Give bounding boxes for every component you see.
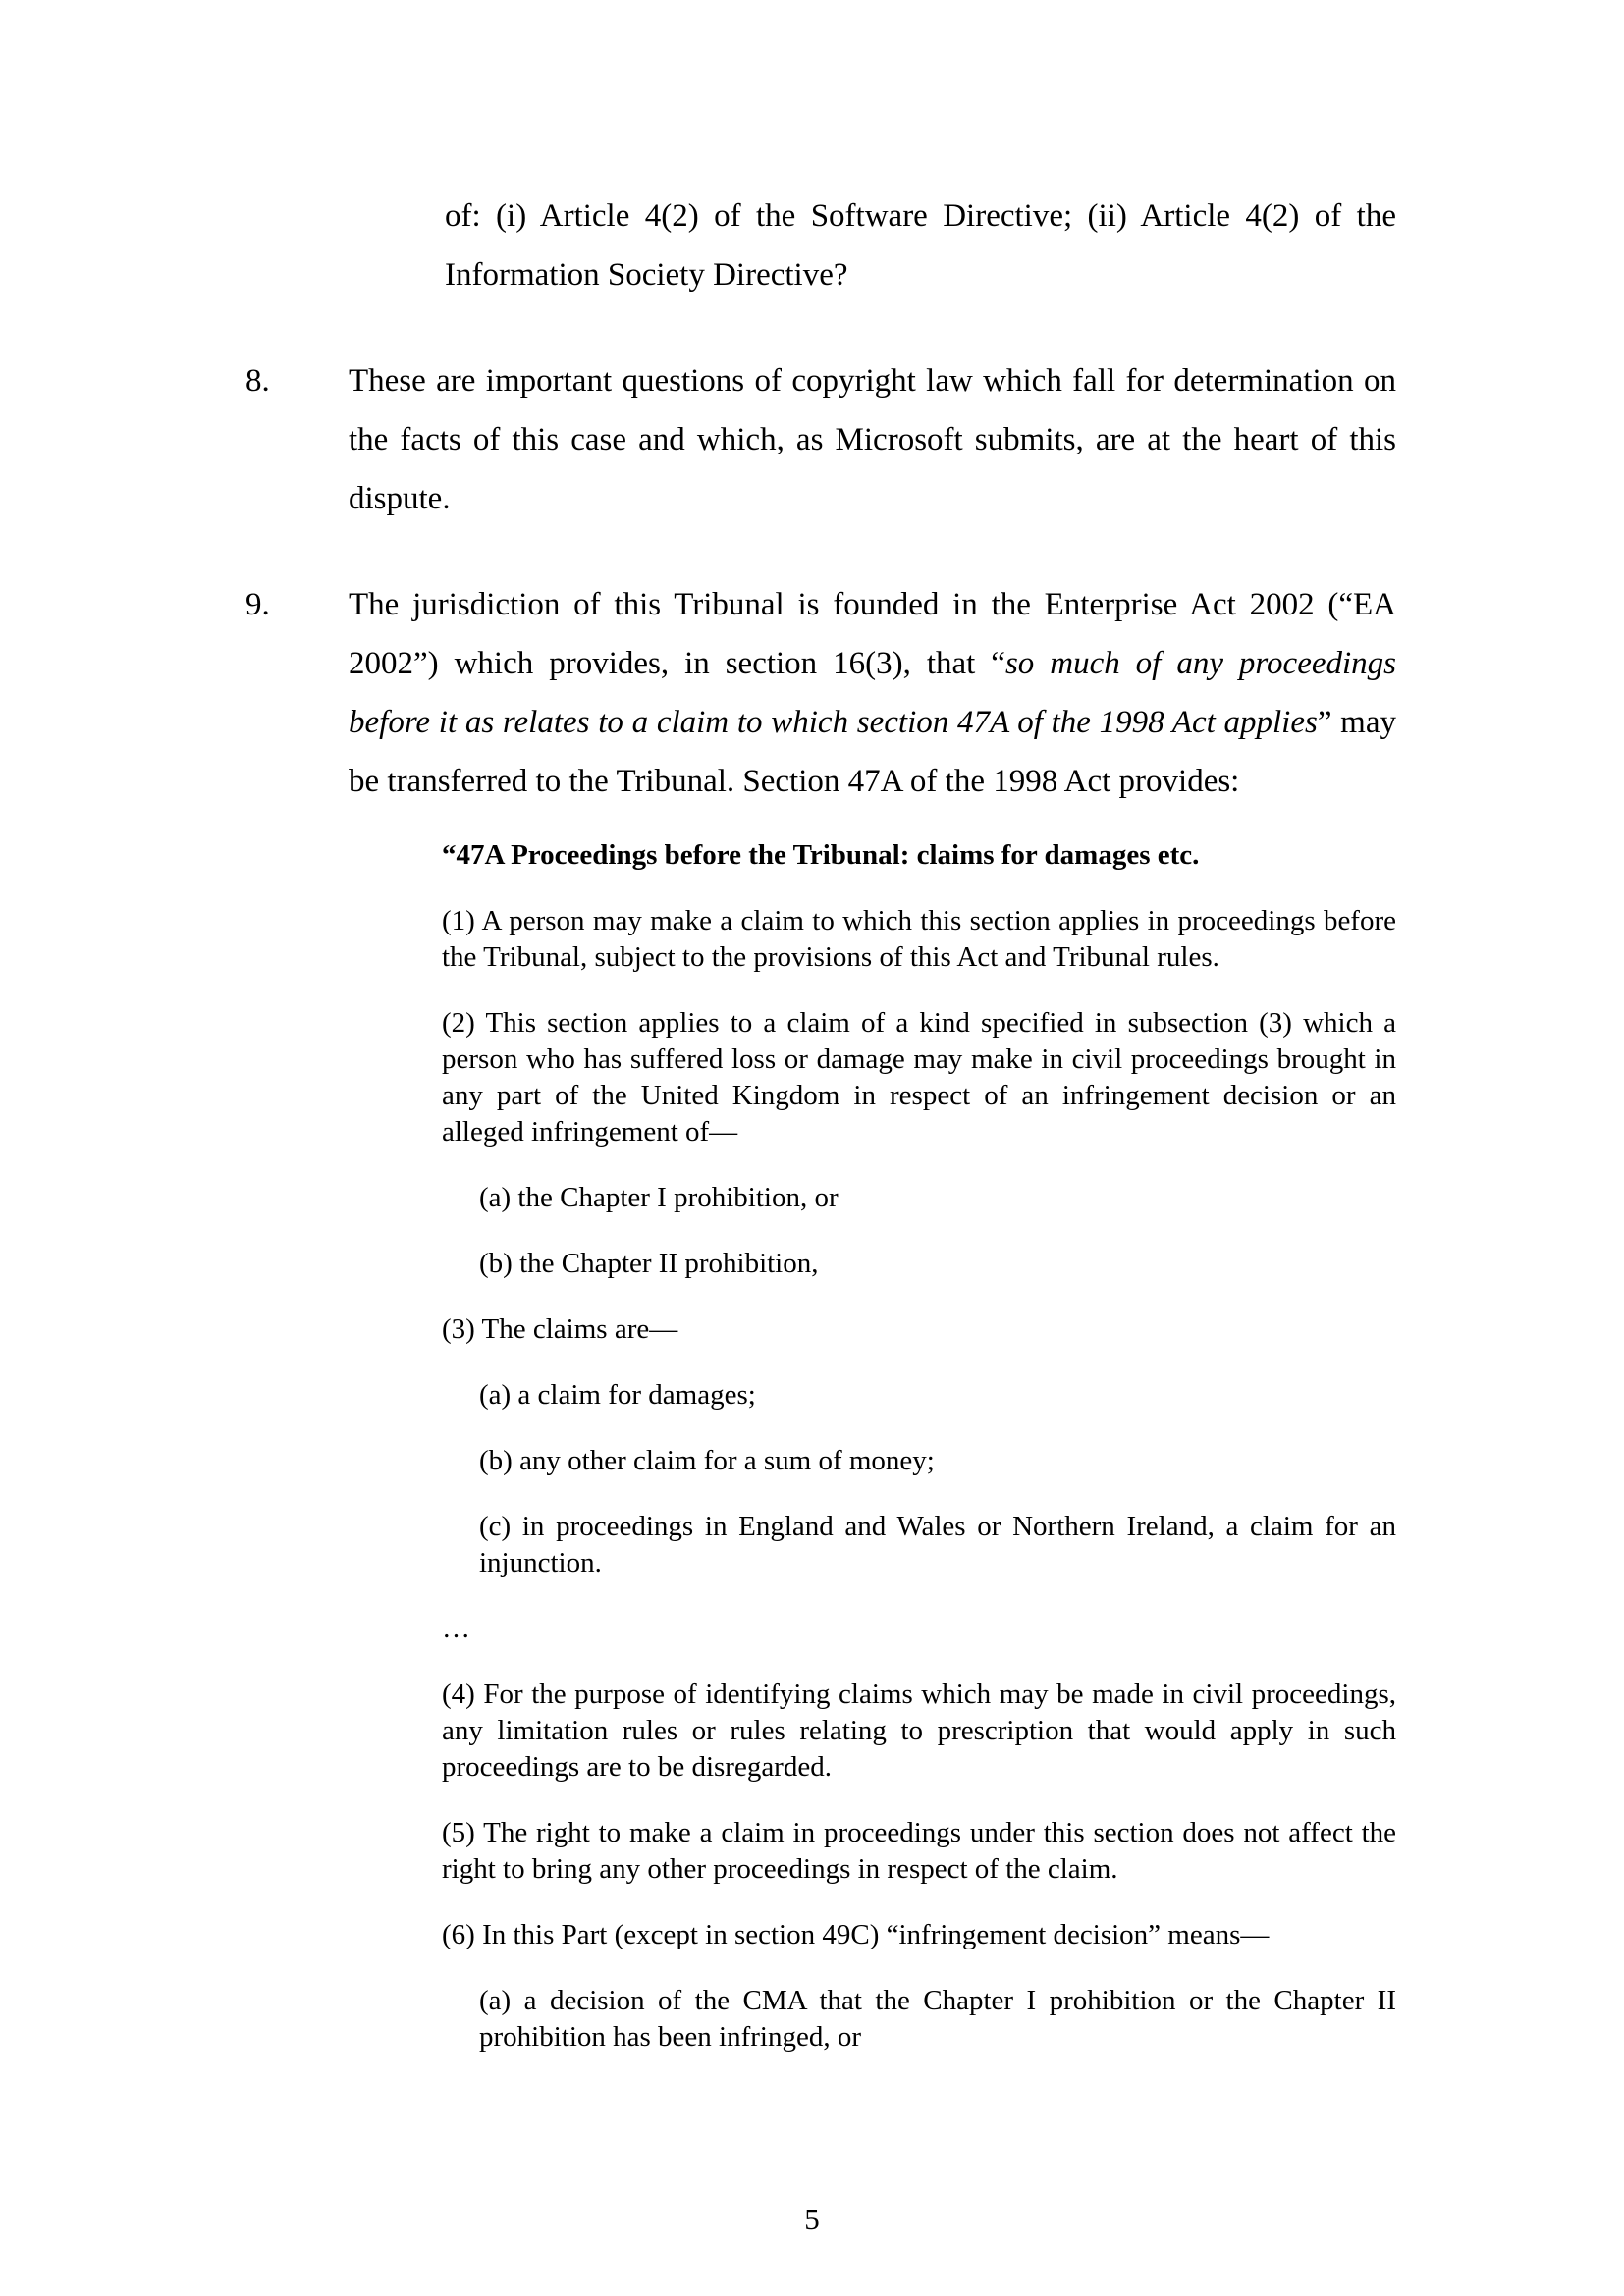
paragraph-9-number: 9. <box>245 587 270 622</box>
quote-subsection-2: (2) This section applies to a claim of a kind specified in subsection (3) which a person who has suffered loss or damage may make in civil proceedings brought in any part of the United Kingdom in respect of an infringement decision or an alleged infringement of— <box>442 1007 1396 1148</box>
paragraph-9 <box>245 575 1396 811</box>
continuation-paragraph: of: (i) Article 4(2) of the Software Directive; (ii) Article 4(2) of the Information Society Directive? <box>445 198 1396 293</box>
page-number: 5 <box>804 2202 820 2236</box>
quote-subsection-5: (5) The right to make a claim in proceedings under this section does not affect the right to bring any other proceedings in respect of the claim. <box>442 1817 1396 1885</box>
quote-ellipsis: … <box>442 1613 470 1644</box>
quote-subsection-6a: (a) a decision of the CMA that the Chapter I prohibition or the Chapter II prohibition has been infringed, or <box>479 1985 1396 2053</box>
paragraph-8-number: 8. <box>245 363 270 399</box>
quote-subsection-4: (4) For the purpose of identifying claims which may be made in civil proceedings, any limitation rules or rules relating to prescription that would apply in such proceedings are to be disregarded. <box>442 1679 1396 1783</box>
quote-subsection-6: (6) In this Part (except in section 49C) “infringement decision” means— <box>442 1919 1270 1950</box>
paragraph-9-italic-citation: so much of any proceedings before it as relates to a claim to which section 47A of the 1998 Act applies <box>349 646 1396 740</box>
quote-heading: “47A Proceedings before the Tribunal: claims for damages etc. <box>442 839 1200 871</box>
quote-subsection-2b: (b) the Chapter II prohibition, <box>479 1248 819 1279</box>
quote-subsection-3a: (a) a claim for damages; <box>479 1379 756 1411</box>
paragraph-9-text-before: The jurisdiction of this Tribunal is founded in the Enterprise Act 2002 (“EA 2002”) which provides, in section 16(3), that “ <box>349 587 1396 681</box>
quote-subsection-3c: (c) in proceedings in England and Wales or Northern Ireland, a claim for an injunction. <box>479 1511 1396 1578</box>
quote-subsection-1: (1) A person may make a claim to which this section applies in proceedings before the Tribunal, subject to the provisions of this Act and Tribunal rules. <box>442 905 1396 973</box>
paragraph-8 <box>245 351 1396 528</box>
quote-subsection-3b: (b) any other claim for a sum of money; <box>479 1445 935 1476</box>
paragraph-9-text-after: ” may be transferred to the Tribunal. Section 47A of the 1998 Act provides: <box>349 705 1396 799</box>
paragraph-8-text: These are important questions of copyright law which fall for determination on the facts of this case and which, as Microsoft submits, are at the heart of this dispute. <box>349 363 1396 516</box>
statute-quote-47a <box>442 837 1396 2056</box>
quote-subsection-2a: (a) the Chapter I prohibition, or <box>479 1182 839 1213</box>
quote-subsection-3: (3) The claims are— <box>442 1313 678 1345</box>
